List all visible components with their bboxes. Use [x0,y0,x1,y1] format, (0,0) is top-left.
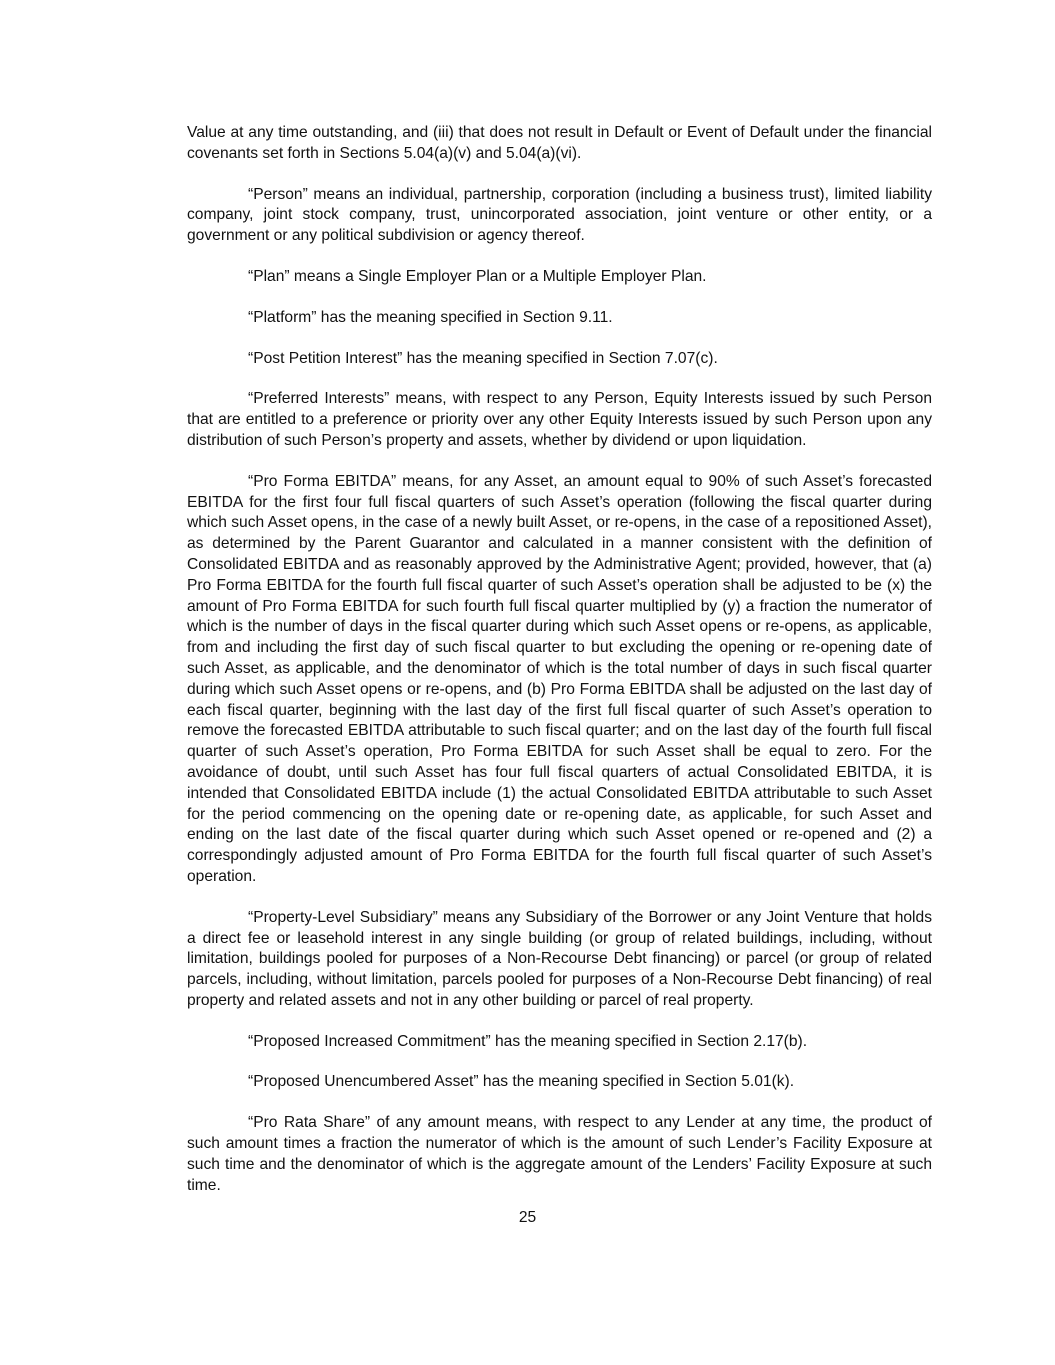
definition-proposed-unencumbered-asset: “Proposed Unencumbered Asset” has the meaning specified in Section 5.01(k). [248,1073,795,1091]
definition-platform: “Platform” has the meaning specified in Section 9.11. [248,308,613,326]
paragraph-value-continuation: Value at any time outstanding, and (iii) that does not result in Default or Event of Default under the financial covenants set forth in Sections 5.04(a)(v) and 5.04(a)(vi). [187,124,932,162]
definition-post-petition-interest: “Post Petition Interest” has the meaning specified in Section 7.07(c). [248,349,718,367]
definition-pro-forma-ebitda: “Pro Forma EBITDA” means, for any Asset, an amount equal to 90% of such Asset’s forecasted EBITDA for the first four full fiscal quarters of such Asset’s operation (following the fiscal quarter during which such Asset opens, in the case of a newly built Asset, or re-opens, in the case of a repositioned Asset), as determined by the Parent Guarantor and calculated in a manner consistent with the definition of Consolidated EBITDA and as reasonably approved by the Administrative Agent; provided, however, that (a) Pro Forma EBITDA for the fourth full fiscal quarter of such Asset’s operation shall be adjusted to be (x) the amount of Pro Forma EBITDA for such fourth full fiscal quarter multiplied by (y) a fraction the numerator of which is the number of days in the fiscal quarter during which such Asset opens or re-opens, as applicable, from and including the first day of such fiscal quarter to but excluding the opening or re-opening date of such Asset, as applicable, and the denominator of which is the total number of days in such fiscal quarter during which such Asset opens or re-opens, and (b) Pro Forma EBITDA shall be adjusted on the last day of each fiscal quarter, beginning with the last day of the first full fiscal quarter of such Asset’s operation to remove the forecasted EBITDA attributable to such fiscal quarter; and on the last day of the fourth full fiscal quarter of such Asset’s operation, Pro Forma EBITDA for such Asset shall be equal to zero. For the avoidance of doubt, until such Asset has four full fiscal quarters of actual Consolidated EBITDA, it is intended that Consolidated EBITDA include (1) the actual Consolidated EBITDA attributable to such Asset for the period commencing on the opening date or re-opening date, as applicable, for such Asset and ending on the last date of the fiscal quarter during which such Asset opened or re-opened and (2) a correspondingly adjusted amount of Pro Forma EBITDA for the fourth full fiscal quarter of such Asset’s operation. [187,472,932,885]
definition-plan: “Plan” means a Single Employer Plan or a Multiple Employer Plan. [248,267,707,285]
definition-preferred-interests: “Preferred Interests” means, with respect to any Person, Equity Interests issued by such Person that are entitled to a preference or priority over any other Equity Interests issued by such Person upon any distribution of such Person’s property and assets, whether by dividend or upon liquidation. [187,390,932,449]
definition-person: “Person” means an individual, partnership, corporation (including a business trust), limited liability company, joint stock company, trust, unincorporated association, joint venture or other entity, or a government or any political subdivision or agency thereof. [187,185,932,245]
definition-proposed-increased-commitment: “Proposed Increased Commitment” has the meaning specified in Section 2.17(b). [248,1032,808,1050]
document-page [187,123,932,1216]
page-number: 25 [518,1209,537,1226]
definition-property-level-subsidiary: “Property-Level Subsidiary” means any Subsidiary of the Borrower or any Joint Venture that holds a direct fee or leasehold interest in any single building (or group of related buildings, including, without limitation, buildings pooled for purposes of a Non-Recourse Debt financing) or parcel (or group of related parcels, including, without limitation, parcels pooled for purposes of a Non-Recourse Debt financing) of real property and related assets and not in any other building or parcel of real property. [187,908,932,1009]
definition-pro-rata-share: “Pro Rata Share” of any amount means, with respect to any Lender at any time, the product of such amount times a fraction the numerator of which is the amount of such Lender’s Facility Exposure at such time and the denominator of which is the aggregate amount of the Lenders’ Facility Exposure at such time. [187,1114,932,1194]
